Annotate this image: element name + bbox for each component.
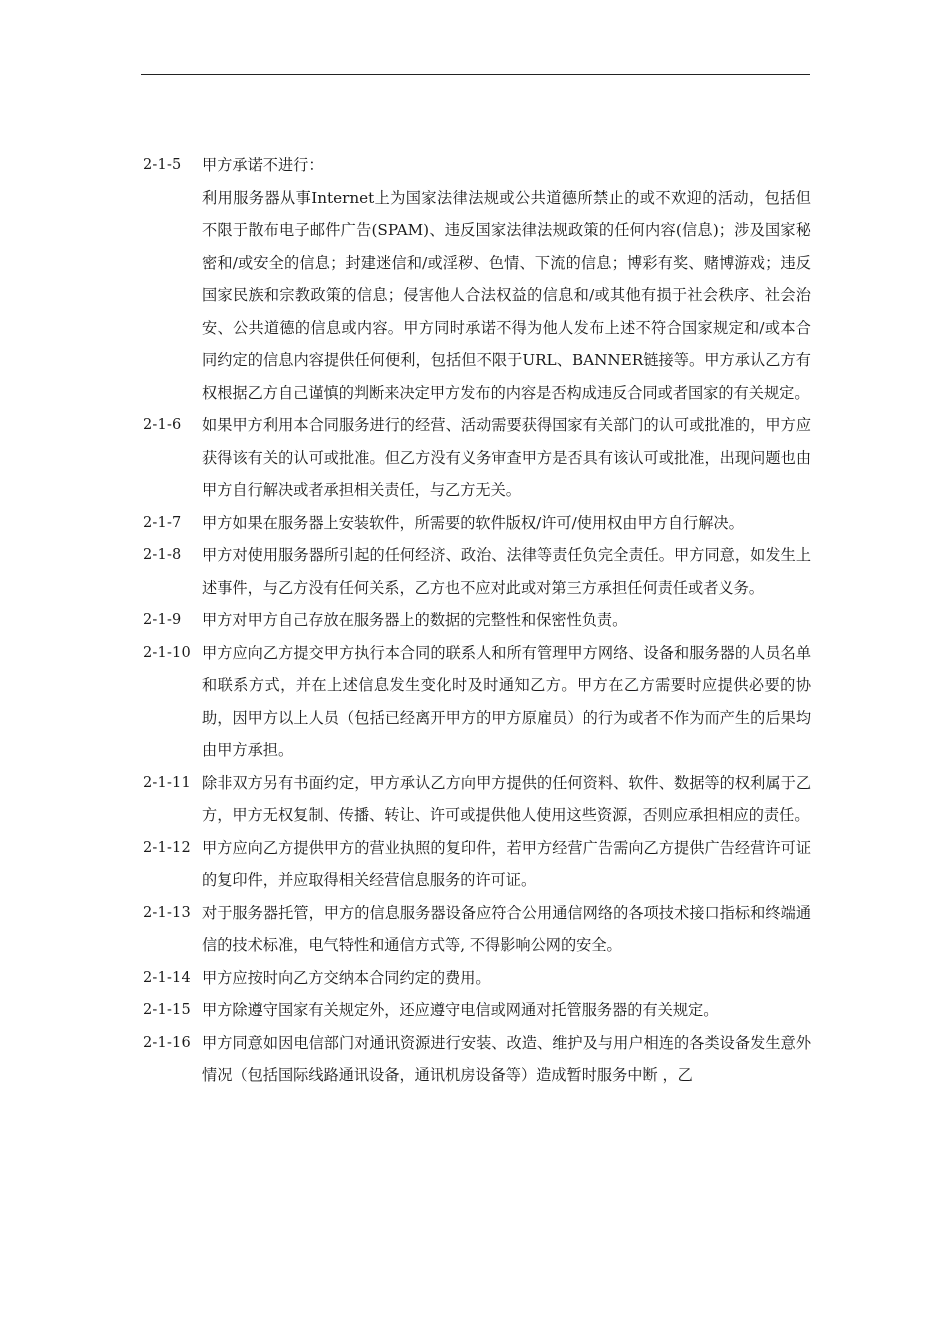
clause-text: 如果甲方利用本合同服务进行的经营、活动需要获得国家有关部门的认可或批准的，甲方应获得该有关的认可或批准。但乙方没有义务审查甲方是否具有该认可或批准，出现问题也由甲方自行解决或者承担相关责任，与乙方无关。 [202,416,811,499]
clause-2-1-5-detail [202,182,811,410]
clause-text: 除非双方另有书面约定，甲方承认乙方向甲方提供的任何资料、软件、数据等的权利属于乙方，甲方无权复制、传播、转让、许可或提供他人使用这些资源，否则应承担相应的责任。 [202,773,811,824]
clause-text: 甲方除遵守国家有关规定外，还应遵守电信或网通对托管服务器的有关规定。 [202,1001,719,1019]
clause-number: 2-1-5 [143,157,182,173]
clause-text: 利用服务器从事Internet上为国家法律法规或公共道德所禁止的或不欢迎的活动，包括但不限于散布电子邮件广告(SPAM)、违反国家法律法规政策的任何内容(信息)；涉及国家秘密和/或安全的信息；封建迷信和/或淫秽、色情、下流的信息；博彩有奖、赌博游戏；违反国家民族和宗教政策的信息；侵害他人合法权益的信息和/或其他有损于社会秩序、社会治安、公共道德的信息或内容。甲方同时承诺不得为他人发布上述不符合国家规定和/或本合同约定的信息内容提供任何便利，包括但不限于URL、BANNER链接等。甲方承认乙方有权根据乙方自己谨慎的判断来决定甲方发布的内容是否构成违反合同或者国家的有关规定。 [202,188,811,402]
document-body [143,149,811,1092]
clause-text: 甲方应向乙方提交甲方执行本合同的联系人和所有管理甲方网络、设备和服务器的人员名单和联系方式，并在上述信息发生变化时及时通知乙方。甲方在乙方需要时应提供必要的协助，因甲方以上人员（包括已经离开甲方的甲方原雇员）的行为或者不作为而产生的后果均由甲方承担。 [202,643,811,759]
clause-number: 2-1-15 [143,1002,191,1018]
clause-2-1-12 [143,832,811,897]
clause-2-1-6 [143,409,811,507]
clause-number: 2-1-12 [143,839,191,856]
clause-number: 2-1-6 [143,417,182,433]
clause-text: 甲方承诺不进行： [202,156,324,174]
clause-2-1-15 [143,994,811,1027]
clause-number: 2-1-7 [143,514,182,531]
clause-2-1-10 [143,637,811,767]
clause-text: 甲方如果在服务器上安装软件，所需要的软件版权/许可/使用权由甲方自行解决。 [202,513,744,532]
clause-number: 2-1-16 [143,1034,191,1051]
clause-2-1-9 [143,604,811,637]
clause-text: 甲方应按时向乙方交纳本合同约定的费用。 [202,968,491,987]
clause-text: 甲方对甲方自己存放在服务器上的数据的完整性和保密性负责。 [202,611,628,629]
clause-2-1-14 [143,962,811,995]
clause-text: 对于服务器托管，甲方的信息服务器设备应符合公用通信网络的各项技术接口指标和终端通信的技术标准，电气特性和通信方式等, 不得影响公网的安全。 [202,903,811,954]
clause-2-1-13 [143,897,811,962]
clause-number: 2-1-9 [143,612,182,628]
clause-number: 2-1-13 [143,904,191,921]
clause-number: 2-1-8 [143,547,182,563]
clause-2-1-7 [143,507,811,540]
header-rule [141,74,810,75]
clause-number: 2-1-11 [143,774,191,791]
clause-2-1-5 [143,149,811,182]
clause-text: 甲方应向乙方提供甲方的营业执照的复印件，若甲方经营广告需向乙方提供广告经营许可证的复印件，并应取得相关经营信息服务的许可证。 [202,838,811,889]
clause-2-1-11 [143,767,811,832]
clause-text: 甲方对使用服务器所引起的任何经济、政治、法律等责任负完全责任。甲方同意，如发生上述事件，与乙方没有任何关系，乙方也不应对此或对第三方承担任何责任或者义务。 [202,546,811,597]
clause-2-1-16 [143,1027,811,1092]
clause-text: 甲方同意如因电信部门对通讯资源进行安装、改造、维护及与用户相连的各类设备发生意外情况（包括国际线路通讯设备，通讯机房设备等）造成暂时服务中断 ，乙 [202,1033,811,1084]
clause-number: 2-1-14 [143,969,191,986]
clause-number: 2-1-10 [143,644,191,661]
clause-2-1-8 [143,539,811,604]
